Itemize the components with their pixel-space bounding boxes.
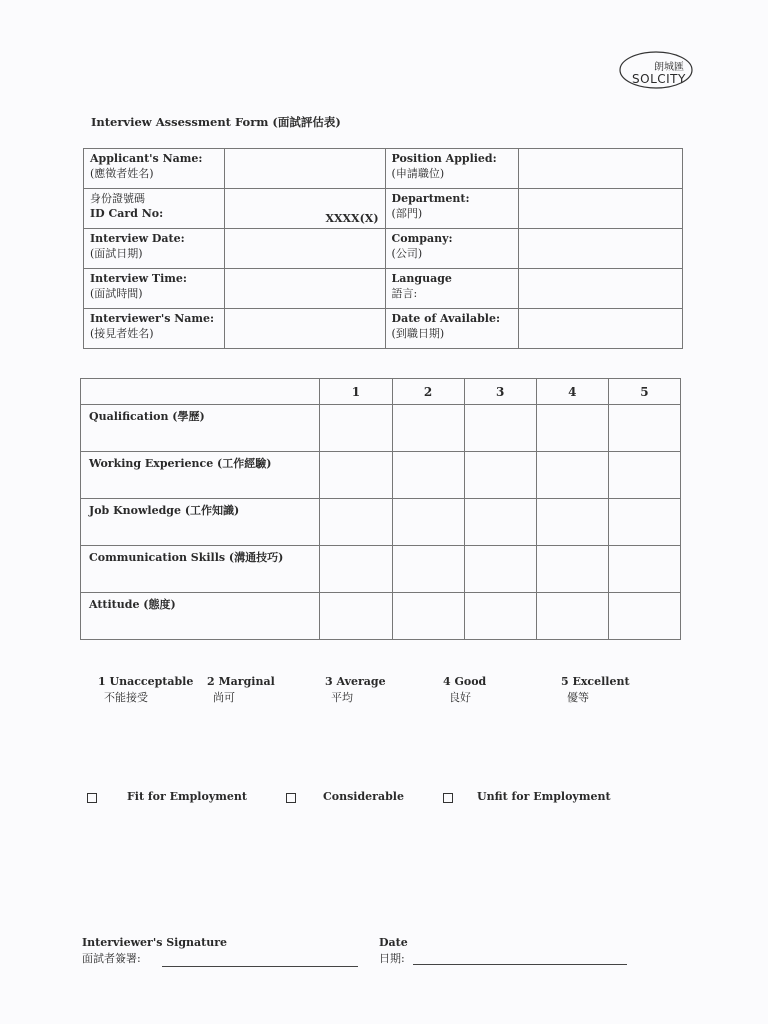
rating-row — [81, 452, 681, 499]
rating-row — [81, 499, 681, 546]
info-row — [84, 189, 683, 229]
signature-label: Interviewer's Signature 面試者簽署: — [82, 936, 228, 965]
rating-row — [81, 593, 681, 640]
applicant-name-field[interactable] — [224, 149, 385, 189]
criterion-label: Communication Skills (溝通技巧) — [81, 546, 320, 593]
form-title: Interview Assessment Form (面試評估表) — [91, 115, 341, 129]
rating-table — [80, 378, 681, 640]
scale-legend-5: 5 Excellent 優等 — [561, 675, 630, 704]
criterion-label: Working Experience (工作經驗) — [81, 452, 320, 499]
rating-cell[interactable] — [392, 452, 464, 499]
position-applied-field[interactable] — [519, 149, 683, 189]
rating-cell[interactable] — [536, 405, 608, 452]
solcity-logo — [618, 50, 698, 94]
date-available-field[interactable] — [519, 309, 683, 349]
rating-cell[interactable] — [464, 546, 536, 593]
info-row — [84, 309, 683, 349]
info-row — [84, 229, 683, 269]
unfit-checkbox[interactable] — [443, 793, 453, 803]
info-label: Applicant's Name: (應徵者姓名) — [84, 149, 225, 189]
scale-legend-3: 3 Average 平均 — [325, 675, 386, 704]
info-label: Position Applied: (申請職位) — [385, 149, 519, 189]
fit-checkbox[interactable] — [87, 793, 97, 803]
rating-cell[interactable] — [536, 546, 608, 593]
rating-cell[interactable] — [464, 405, 536, 452]
rating-cell[interactable] — [320, 499, 392, 546]
rating-cell[interactable] — [608, 405, 680, 452]
language-field[interactable] — [519, 269, 683, 309]
rating-column-5: 5 — [608, 379, 680, 405]
unfit-option-label: Unfit for Employment — [477, 790, 611, 803]
fit-option-label: Fit for Employment — [127, 790, 247, 803]
date-line[interactable] — [413, 964, 627, 965]
criterion-label: Qualification (學歷) — [81, 405, 320, 452]
interview-date-field[interactable] — [224, 229, 385, 269]
company-field[interactable] — [519, 229, 683, 269]
rating-cell[interactable] — [320, 546, 392, 593]
scale-legend-2: 2 Marginal 尚可 — [207, 675, 275, 704]
info-row — [84, 149, 683, 189]
department-field[interactable] — [519, 189, 683, 229]
rating-cell[interactable] — [320, 405, 392, 452]
rating-column-4: 4 — [536, 379, 608, 405]
rating-cell[interactable] — [536, 452, 608, 499]
rating-cell[interactable] — [392, 499, 464, 546]
info-label: Department: (部門) — [385, 189, 519, 229]
rating-row — [81, 546, 681, 593]
interviewer-name-field[interactable] — [224, 309, 385, 349]
considerable-checkbox[interactable] — [286, 793, 296, 803]
scale-legend-1: 1 Unacceptable 不能接受 — [98, 675, 194, 704]
criterion-label: Job Knowledge (工作知識) — [81, 499, 320, 546]
rating-cell[interactable] — [536, 593, 608, 640]
rating-cell[interactable] — [464, 499, 536, 546]
rating-cell[interactable] — [464, 593, 536, 640]
logo-chinese: 朗城匯 — [654, 62, 684, 73]
rating-cell[interactable] — [608, 593, 680, 640]
date-label: Date 日期: — [379, 936, 408, 965]
rating-header-row — [81, 379, 681, 405]
interview-time-field[interactable] — [224, 269, 385, 309]
rating-row — [81, 405, 681, 452]
rating-column-1: 1 — [320, 379, 392, 405]
info-label: Interviewer's Name: (接見者姓名) — [84, 309, 225, 349]
rating-column-2: 2 — [392, 379, 464, 405]
rating-cell[interactable] — [392, 405, 464, 452]
rating-cell[interactable] — [320, 593, 392, 640]
info-label: Language 語言: — [385, 269, 519, 309]
rating-cell[interactable] — [608, 499, 680, 546]
info-label: Company: (公司) — [385, 229, 519, 269]
rating-cell[interactable] — [392, 593, 464, 640]
info-label: Date of Available: (到職日期) — [385, 309, 519, 349]
info-label: Interview Time: (面試時間) — [84, 269, 225, 309]
applicant-info-table — [83, 148, 683, 349]
signature-line[interactable] — [162, 966, 358, 967]
scale-legend-4: 4 Good 良好 — [443, 675, 487, 704]
rating-cell[interactable] — [392, 546, 464, 593]
rating-header-blank — [81, 379, 320, 405]
logo-english: SOLCITY — [632, 72, 686, 86]
rating-cell[interactable] — [320, 452, 392, 499]
rating-cell[interactable] — [536, 499, 608, 546]
criterion-label: Attitude (態度) — [81, 593, 320, 640]
rating-cell[interactable] — [608, 546, 680, 593]
info-row — [84, 269, 683, 309]
rating-cell[interactable] — [464, 452, 536, 499]
rating-column-3: 3 — [464, 379, 536, 405]
info-label: 身份證號碼 ID Card No: — [84, 189, 225, 229]
rating-cell[interactable] — [608, 452, 680, 499]
id-card-field[interactable]: XXXX(X) — [224, 189, 385, 229]
info-label: Interview Date: (面試日期) — [84, 229, 225, 269]
considerable-option-label: Considerable — [323, 790, 404, 803]
